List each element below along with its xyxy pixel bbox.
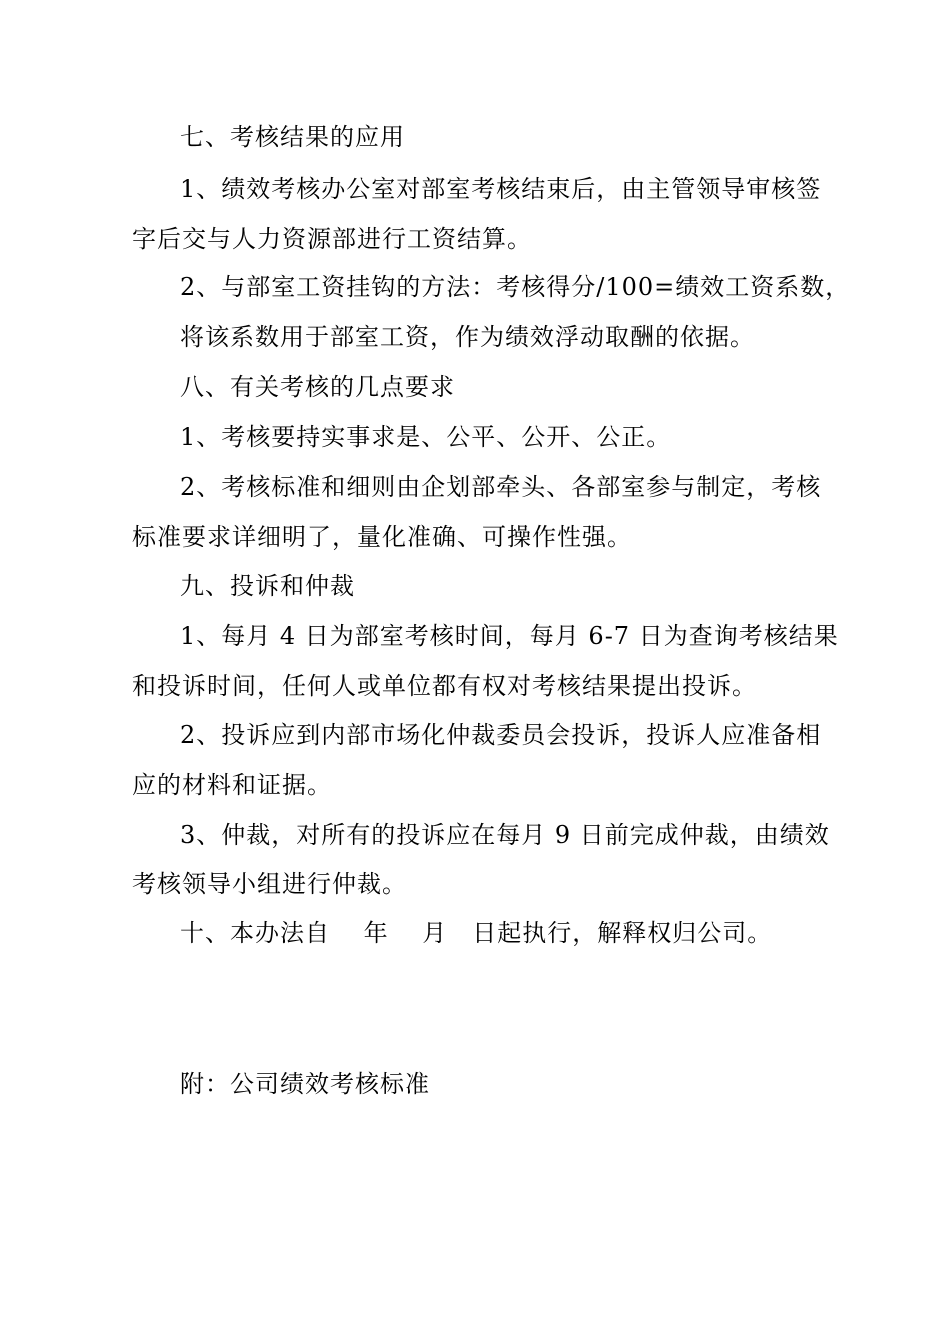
paragraph-line: 1、绩效考核办公室对部室考核结束后，由主管领导审核签	[180, 175, 822, 203]
paragraph-line: 将该系数用于部室工资，作为绩效浮动取酬的依据。	[180, 323, 755, 351]
section-heading-8: 八、有关考核的几点要求	[180, 373, 455, 401]
paragraph-line: 考核领导小组进行仲裁。	[132, 870, 407, 898]
paragraph-line: 标准要求详细明了，量化准确、可操作性强。	[132, 523, 632, 551]
paragraph-line: 字后交与人力资源部进行工资结算。	[132, 225, 532, 253]
paragraph-line: 2、考核标准和细则由企划部牵头、各部室参与制定，考核	[180, 473, 822, 501]
paragraph-line: 3、仲裁，对所有的投诉应在每月 9 日前完成仲裁，由绩效	[180, 821, 830, 849]
paragraph-line: 1、考核要持实事求是、公平、公开、公正。	[180, 423, 672, 451]
appendix-note: 附：公司绩效考核标准	[180, 1070, 430, 1098]
paragraph-line: 2、投诉应到内部市场化仲裁委员会投诉，投诉人应准备相	[180, 721, 822, 749]
section-heading-7: 七、考核结果的应用	[180, 123, 405, 151]
paragraph-line: 应的材料和证据。	[132, 771, 332, 799]
paragraph-line: 和投诉时间，任何人或单位都有权对考核结果提出投诉。	[132, 672, 757, 700]
section-heading-10: 十、本办法自 年 月 日起执行，解释权归公司。	[180, 919, 773, 947]
paragraph-line: 1、每月 4 日为部室考核时间，每月 6-7 日为查询考核结果	[180, 622, 839, 650]
paragraph-line: 2、与部室工资挂钩的方法：考核得分/100=绩效工资系数，	[180, 273, 851, 301]
section-heading-9: 九、投诉和仲裁	[180, 572, 355, 600]
